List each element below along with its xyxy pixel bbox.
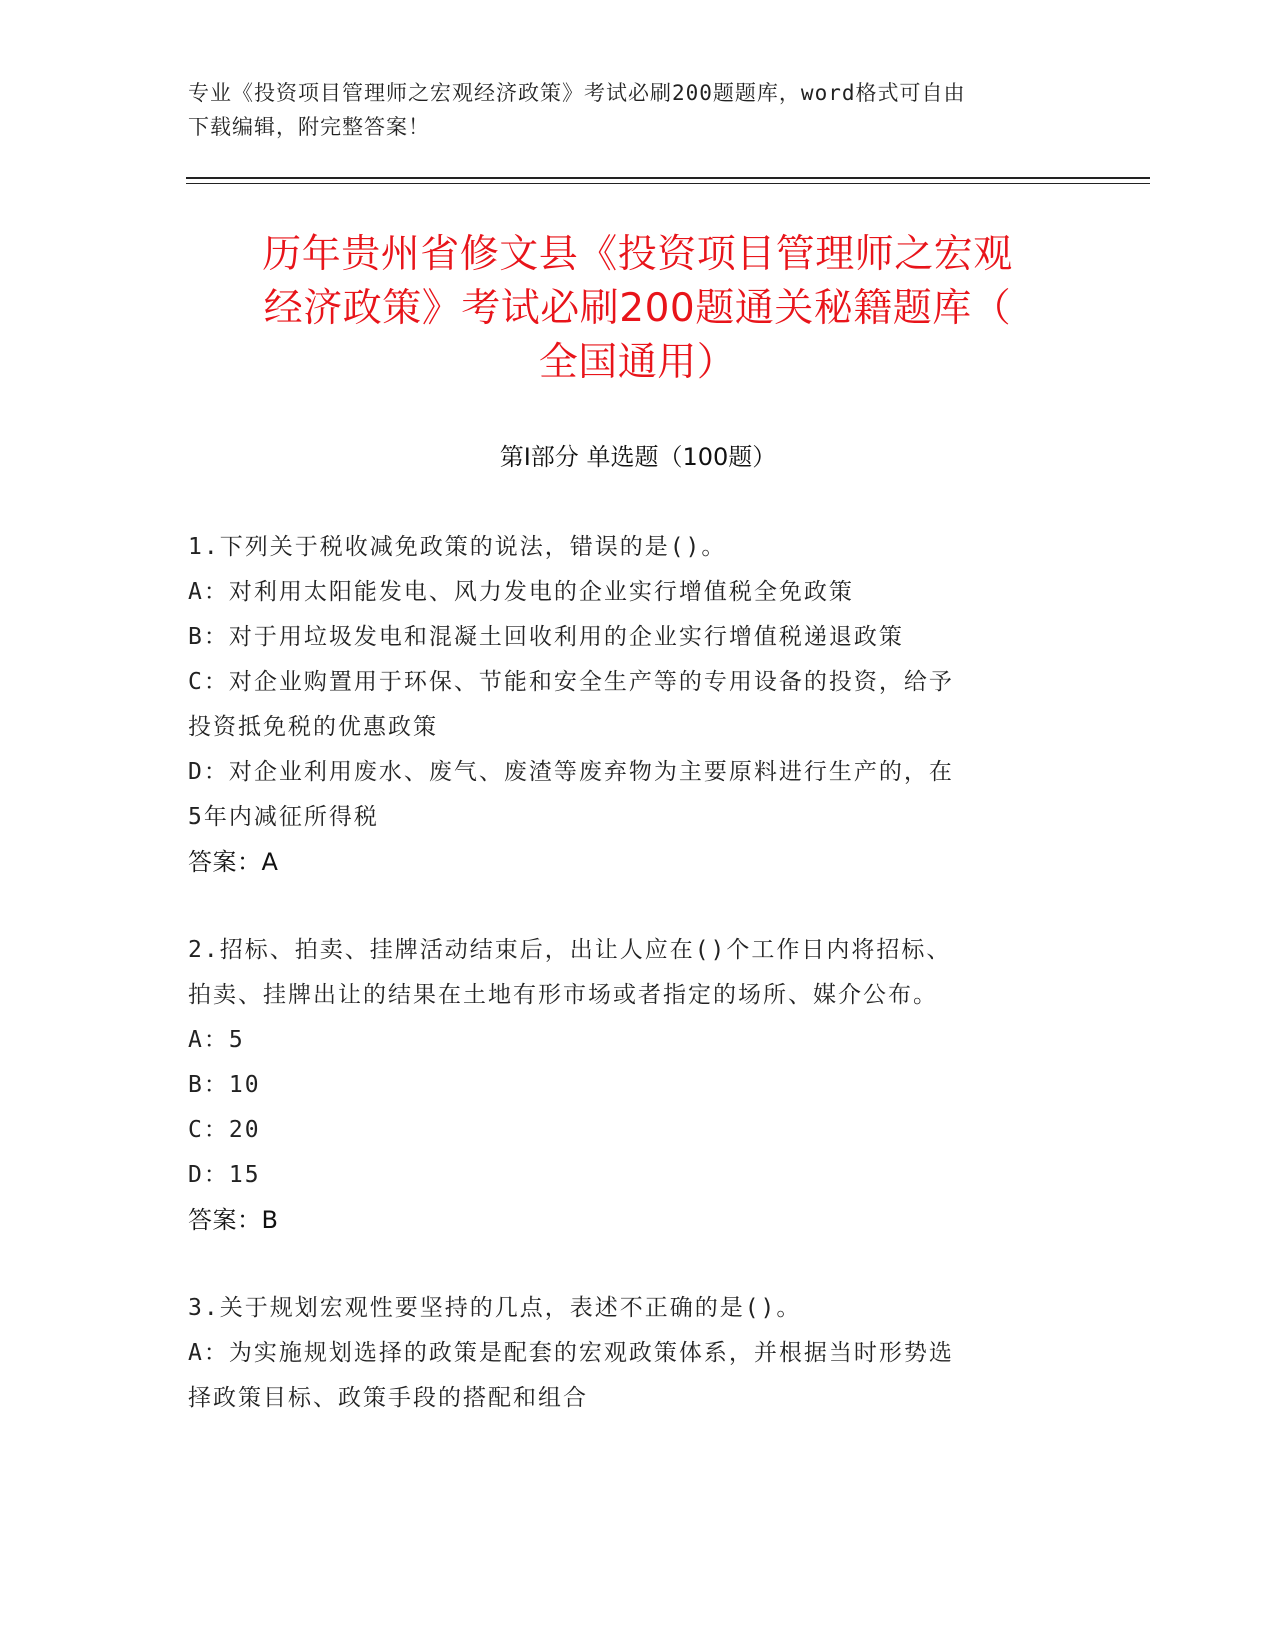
question-3-option-a-cont: 择政策目标、政策手段的搭配和组合 <box>188 1385 588 1411</box>
question-2-stem-cont: 拍卖、挂牌出让的结果在土地有形市场或者指定的场所、媒介公布。 <box>188 982 938 1008</box>
document-title <box>170 228 1105 390</box>
question-1-option-c: C：对企业购置用于环保、节能和安全生产等的专用设备的投资，给予 <box>188 669 954 695</box>
question-2-stem: 2.招标、拍卖、挂牌活动结束后，出让人应在()个工作日内将招标、 <box>188 937 952 963</box>
question-1-option-b: B：对于用垃圾发电和混凝土回收利用的企业实行增值税递退政策 <box>188 624 904 650</box>
header-divider-thin <box>186 183 1150 184</box>
question-2 <box>188 928 1088 1243</box>
question-1-option-a: A：对利用太阳能发电、风力发电的企业实行增值税全免政策 <box>188 579 854 605</box>
question-2-option-b: B：10 <box>188 1072 261 1098</box>
question-2-option-d: D：15 <box>188 1162 261 1188</box>
question-3-stem: 3.关于规划宏观性要坚持的几点，表述不正确的是()。 <box>188 1295 802 1321</box>
question-1-option-c-cont: 投资抵免税的优惠政策 <box>188 714 438 740</box>
document-title-line-3: 全国通用） <box>538 340 737 385</box>
header-divider-thick <box>186 177 1150 179</box>
question-3-option-a: A：为实施规划选择的政策是配套的宏观政策体系，并根据当时形势选 <box>188 1340 954 1366</box>
question-2-answer: 答案：B <box>188 1206 279 1234</box>
header-note-line-1: 专业《投资项目管理师之宏观经济政策》考试必刷200题题库，word格式可自由 <box>188 81 966 105</box>
question-2-option-c: C：20 <box>188 1117 261 1143</box>
question-1 <box>188 525 1088 885</box>
question-1-stem: 1.下列关于税收减免政策的说法，错误的是()。 <box>188 534 727 560</box>
question-2-option-a: A：5 <box>188 1027 245 1053</box>
question-1-answer: 答案：A <box>188 848 279 876</box>
question-1-option-d: D：对企业利用废水、废气、废渣等废弃物为主要原料进行生产的，在 <box>188 759 954 785</box>
question-3 <box>188 1286 1088 1421</box>
question-1-option-d-cont: 5年内减征所得税 <box>188 804 379 830</box>
document-title-line-1: 历年贵州省修文县《投资项目管理师之宏观 <box>262 232 1013 277</box>
question-list <box>188 525 1088 1464</box>
header-note-line-2: 下载编辑，附完整答案！ <box>188 115 430 139</box>
document-title-line-2: 经济政策》考试必刷200题通关秘籍题库（ <box>263 286 1012 331</box>
header-note <box>188 76 1088 144</box>
section-title: 第Ⅰ部分 单选题（100题） <box>499 443 777 471</box>
